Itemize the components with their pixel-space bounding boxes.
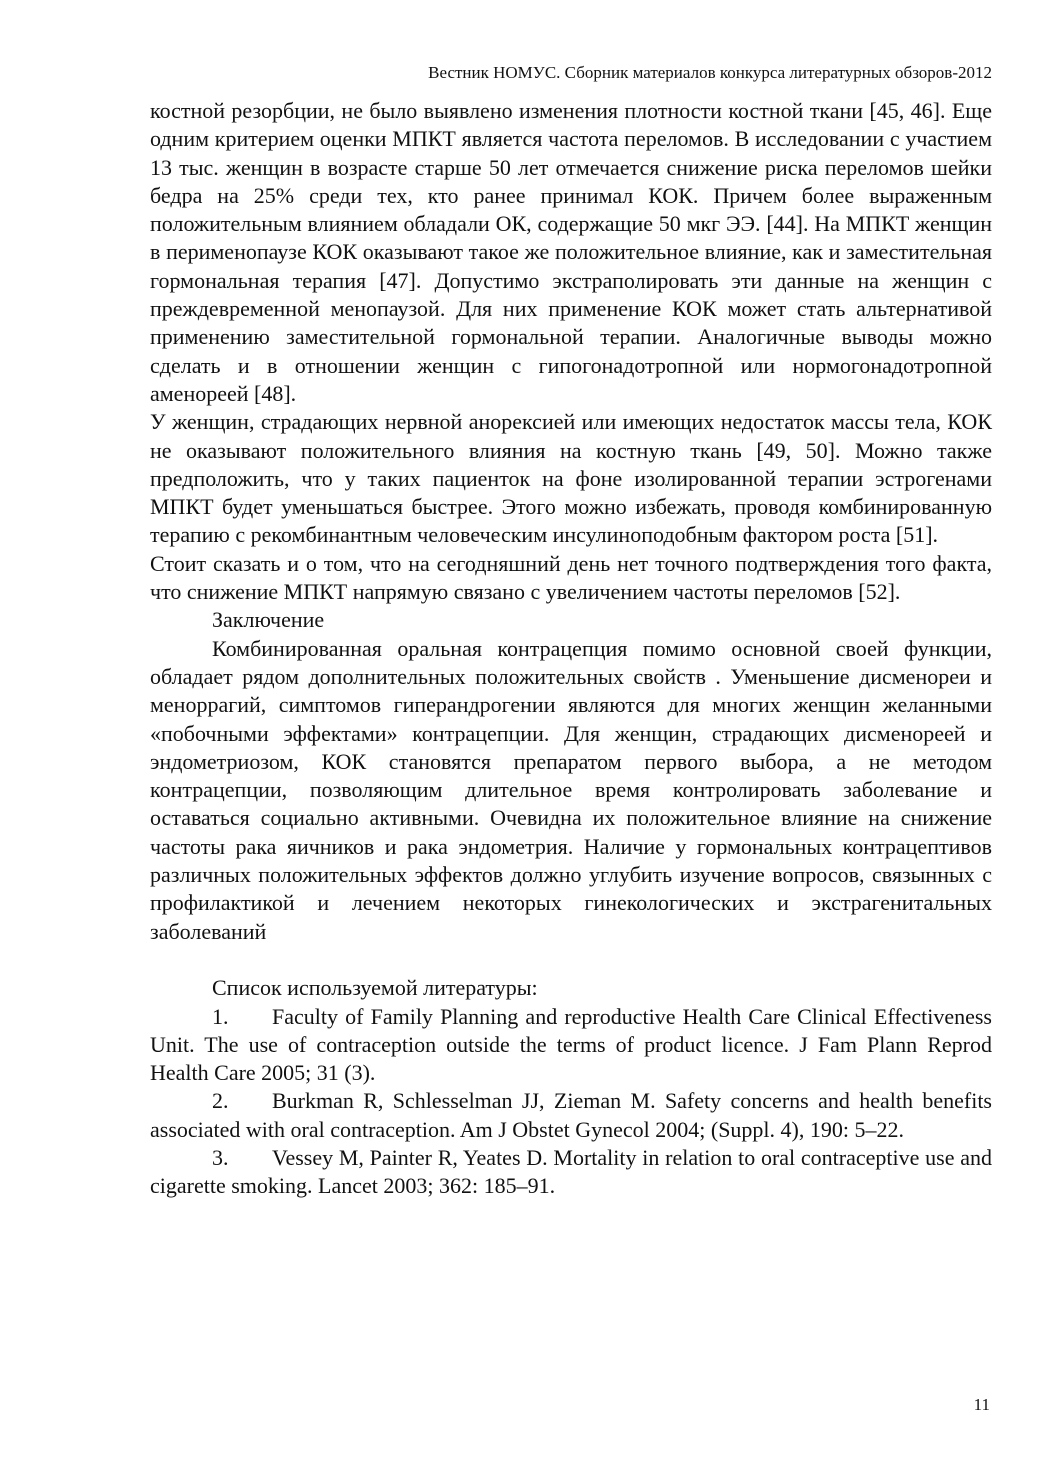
reference-text: Faculty of Family Planning and reproductive Health Care Clinical Effectiveness Unit. The use of contraception outside the terms of product licence. J Fam Plann Reprod Health Care 2005; 31 (3). [150,1003,992,1086]
conclusion-paragraph: Комбинированная оральная контрацепция помимо основной своей функции, обладает рядом дополнительных положительных свойств . Уменьшение дисменореи и меноррагий, симптомов гиперандрогении являются для многих женщин желанными «побочными эффектами» контрацепции. Для женщин, страдающих дисменореей и эндометриозом, КОК становятся препаратом первого выбора, а не методом контрацепции, позволяющим длительное время контролировать заболевание и оставаться социально активными. Очевидна их положительное влияние на снижение частоты рака яичников и рака эндометрия. Наличие у гормональных контрацептивов различных положительных эффектов должно углубить изучение вопросов, связынных с профилактикой и лечением некоторых гинекологических и экстрагенитальных заболеваний [150,635,992,944]
reference-item [150,1003,992,1088]
body-paragraph: Стоит сказать и о том, что на сегодняшний день нет точного подтверждения того факта, что снижение МПКТ напрямую связано с увеличением частоты переломов [52]. [150,550,992,605]
reference-item [150,1087,992,1144]
conclusion-heading: Заключение [212,607,325,633]
references-heading: Список используемой литературы: [212,975,538,1001]
reference-number: 1. [212,1003,229,1029]
reference-item [150,1144,992,1201]
running-header: Вестник НОМУС. Сборник материалов конкурса литературных обзоров-2012 [428,63,992,82]
reference-text: Burkman R, Schlesselman JJ, Zieman M. Safety concerns and health benefits associated with oral contraception. Am J Obstet Gynecol 2004; (Suppl. 4), 190: 5–22. [150,1088,992,1142]
body-text [150,97,992,1201]
reference-list [150,1003,992,1201]
reference-number: 3. [212,1144,229,1170]
body-paragraph: У женщин, страдающих нервной анорексией или имеющих недостаток массы тела, КОК не оказывают положительного влияния на костную ткань [49, 50]. Можно также предположить, что у таких пациенток на фоне изолированной терапии эстрогенами МПКТ будет уменьшаться быстрее. Этого можно избежать, проводя комбинированную терапию с рекомбинантным человеческим инсулиноподобным фактором роста [51]. [150,409,992,548]
reference-number: 2. [212,1088,229,1114]
section-spacer [150,946,992,974]
page-number: 11 [973,1395,990,1414]
body-paragraph: костной резорбции, не было выявлено изменения плотности костной ткани [45, 46]. Еще одним критерием оценки МПКТ является частота переломов. В исследовании с участием 13 тыс. женщин в возрасте старше 50 лет отмечается снижение риска переломов шейки бедра на 25% среди тех, кто ранее принимал КОК. Причем более выраженным положительным влиянием обладали ОК, содержащие 50 мкг ЭЭ. [44]. На МПКТ женщин в перименопаузе КОК оказывают такое же положительное влияние, как и заместительная гормональная терапия [47]. Допустимо экстраполировать эти данные на женщин с преждевременной менопаузой. Для них применение КОК может стать альтернативой применению заместительной гормональной терапии. Аналогичные выводы можно сделать и в отношении женщин с гипогонадотропной или нормогонадотропной аменореей [48]. [150,98,992,406]
reference-text: Vessey M, Painter R, Yeates D. Mortality in relation to oral contraceptive use and cigarette smoking. Lancet 2003; 362: 185–91. [150,1144,992,1199]
